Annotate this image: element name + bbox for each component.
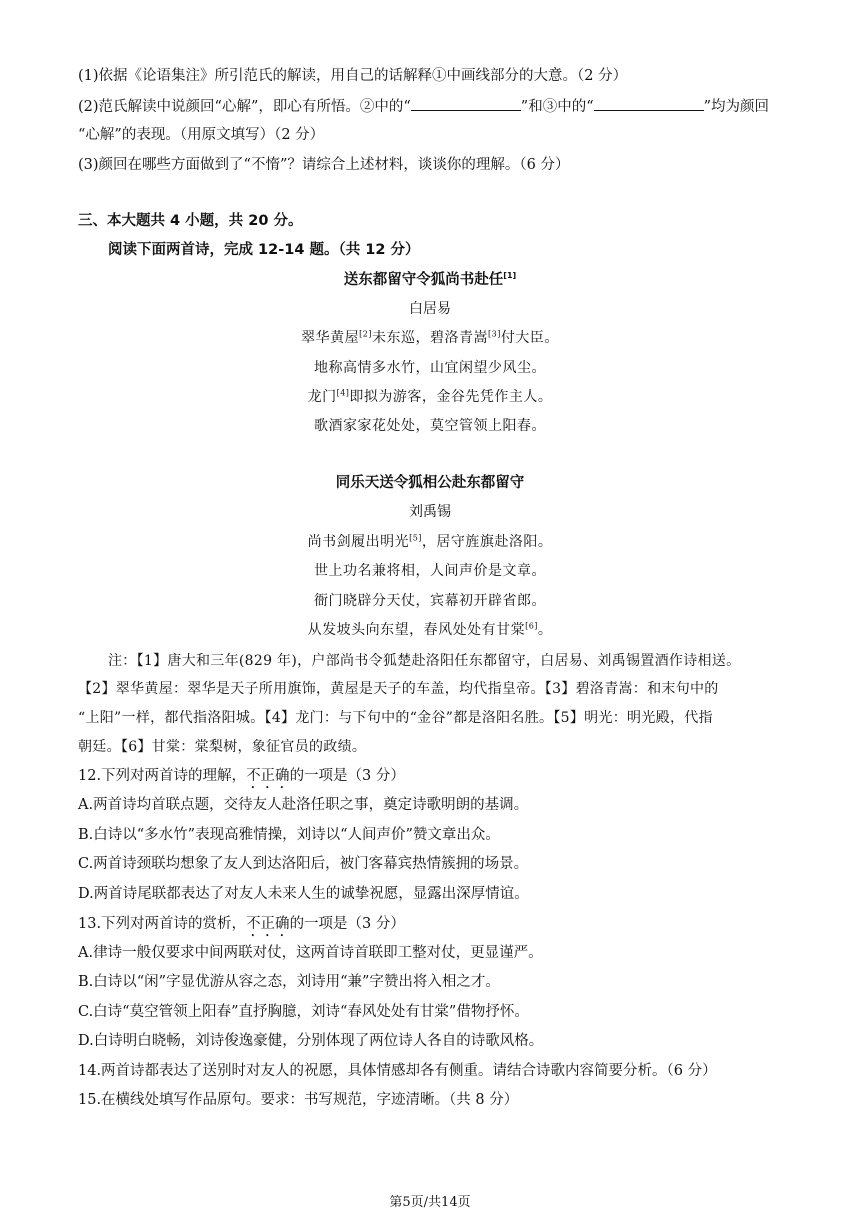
poem1-l1-c: 付大臣。 — [500, 330, 559, 346]
note-line-3: “上阳”一样，都代指洛阳城。【4】龙门：与下句中的“金谷”都是洛阳名胜。【5】明光：明光殿，代指 — [78, 710, 713, 726]
answer-blank-1 — [411, 96, 521, 111]
poem2-l4-b: 。 — [537, 622, 553, 638]
note-line-1: 注：【1】唐大和三年(829 年)，户部尚书令狐楚赴洛阳任东都留守，白居易、刘禹锡置酒作诗相送。 — [108, 653, 741, 669]
question-15: 15.在横线处填写作品原句。要求：书写规范，字迹清晰。（共 8 分） — [78, 1092, 519, 1108]
poem1-author: 白居易 — [409, 301, 451, 317]
q11-2-text-c: ”均为颜回 — [703, 99, 770, 115]
poem2-line-1 — [0, 532, 860, 552]
question-11-part-3: (3)颜回在哪些方面做到了“不惰”？请综合上述材料，谈谈你的理解。（6 分） — [78, 157, 570, 173]
q13-option-b: B.白诗以“闲”字显优游从容之态，刘诗用“兼”字赞出将入相之才。 — [78, 974, 500, 990]
poem1-l1-b: 未东巡，碧洛青嵩 — [372, 330, 488, 346]
poem2-author: 刘禹锡 — [409, 504, 451, 520]
question-11-part-2 — [78, 96, 800, 117]
note-line-4: 朝廷。【6】甘棠：棠梨树，象征官员的政绩。 — [78, 739, 367, 755]
poem1-title-text: 送东都留守令狐尚书赴任 — [343, 272, 504, 288]
q13-stem-a: 13.下列对两首诗的赏析， — [78, 916, 247, 932]
poem2-l4-a: 从发坡头向东望，春风处处有甘棠 — [307, 622, 526, 638]
q11-2-text-a: (2)范氏解读中说颜回“心解”，即心有所悟。②中的“ — [78, 99, 411, 115]
note-line-2: 【2】翠华黄屋：翠华是天子所用旗饰，黄屋是天子的车盖，均代指皇帝。【3】碧洛青嵩：和末句中的 — [78, 681, 719, 697]
poem1-l1-note2: [3] — [488, 329, 501, 339]
poem1-line-4: 歌酒家家花处处，莫空管领上阳春。 — [314, 418, 546, 434]
poem1-line-3 — [0, 387, 860, 407]
poem2-line-2: 世上功名兼将相，人间声价是文章。 — [314, 563, 546, 579]
poem1-l1-note1: [2] — [359, 329, 372, 339]
section-intro: 阅读下面两首诗，完成 12-14 题。（共 12 分） — [108, 242, 420, 258]
poem1-title — [0, 270, 860, 290]
poem1-l3-a: 龙门 — [307, 389, 337, 405]
question-13-stem — [78, 914, 800, 940]
q12-stem-b: 的一项是（3 分） — [289, 768, 405, 784]
question-14: 14.两首诗都表达了送别时对友人的祝愿，具体情感却各有侧重。请结合诗歌内容简要分析。（6 分） — [78, 1063, 717, 1079]
q12-stem-emphasis: 不正确 — [246, 768, 290, 784]
poem1-title-note: [1] — [503, 271, 517, 281]
poem1-l3-note: [4] — [336, 388, 350, 398]
poem1-l3-b: 即拟为游客，金谷先凭作主人。 — [349, 389, 553, 405]
poem2-line-4 — [0, 620, 860, 640]
question-12-stem — [78, 766, 800, 792]
poem2-title: 同乐天送令狐相公赴东都留守 — [335, 475, 525, 491]
q11-2-text-b: ”和③中的“ — [520, 99, 594, 115]
q12-option-d: D.两首诗尾联都表达了对友人未来人生的诚挚祝愿，显露出深厚情谊。 — [78, 886, 529, 902]
q13-option-d: D.白诗明白晓畅，刘诗俊逸豪健，分别体现了两位诗人各自的诗歌风格。 — [78, 1033, 544, 1049]
poem2-l1-b: ，居守旌旗赴洛阳。 — [421, 534, 553, 550]
section-heading: 三、本大题共 4 小题，共 20 分。 — [78, 213, 303, 229]
question-11-part-2-cont: “心解”的表现。（用原文填写）（2 分） — [78, 127, 325, 143]
q13-stem-b: 的一项是（3 分） — [289, 916, 405, 932]
q13-option-c: C.白诗“莫空管领上阳春”直抒胸臆，刘诗“春风处处有甘棠”借物抒怀。 — [78, 1004, 529, 1020]
poem1-line-1 — [0, 328, 860, 348]
q12-option-b: B.白诗以“多水竹”表现高雅情操，刘诗以“人间声价”赞文章出众。 — [78, 827, 500, 843]
poem2-l4-note: [6] — [525, 621, 538, 631]
poem1-line-2: 地称高情多水竹，山宜闲望少风尘。 — [314, 360, 546, 376]
page-footer: 第5页/共14页 — [389, 1195, 471, 1210]
poem2-l1-a: 尚书剑履出明光 — [307, 534, 410, 550]
q13-stem-emphasis: 不正确 — [246, 916, 290, 932]
question-11-part-1: (1)依据《论语集注》所引范氏的解读，用自己的话解释①中画线部分的大意。（2 分） — [78, 68, 628, 84]
poem2-line-3: 衙门晓辟分天仗，宾幕初开辟省郎。 — [314, 593, 546, 609]
q12-option-c: C.两首诗颈联均想象了友人到达洛阳后，被门客幕宾热情簇拥的场景。 — [78, 856, 529, 872]
poem2-l1-note: [5] — [409, 533, 422, 543]
poem1-l1-a: 翠华黄屋 — [301, 330, 360, 346]
q12-option-a: A.两首诗均首联点题，交待友人赴洛任职之事，奠定诗歌明朗的基调。 — [78, 797, 529, 813]
q12-stem-a: 12.下列对两首诗的理解， — [78, 768, 247, 784]
answer-blank-2 — [594, 96, 704, 111]
q13-option-a: A.律诗一般仅要求中间两联对仗，这两首诗首联即工整对仗，更显谨严。 — [78, 945, 543, 961]
